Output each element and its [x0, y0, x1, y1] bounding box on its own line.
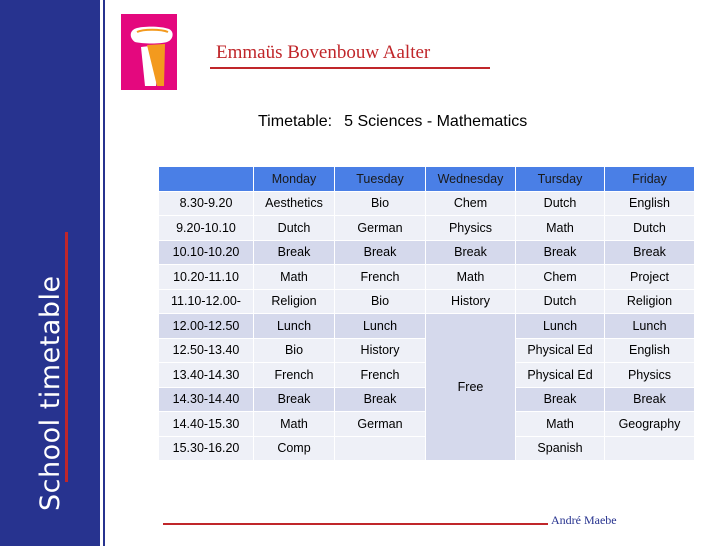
lesson-cell: [605, 436, 695, 461]
lesson-cell: Spanish: [516, 436, 605, 461]
sidebar-stripe: [103, 0, 105, 546]
time-cell: 14.40-15.30: [159, 412, 254, 437]
lesson-cell: Dutch: [254, 216, 335, 241]
lesson-cell: Bio: [335, 191, 426, 216]
lesson-cell: Break: [254, 387, 335, 412]
sidebar-divider: [100, 0, 102, 546]
class-name: 5 Sciences - Mathematics: [344, 113, 528, 130]
lesson-cell: Religion: [605, 289, 695, 314]
lesson-cell: Break: [516, 387, 605, 412]
table-header-row: [159, 167, 695, 192]
lesson-cell: English: [605, 191, 695, 216]
time-cell: 12.50-13.40: [159, 338, 254, 363]
lesson-cell: History: [426, 289, 516, 314]
lesson-cell: Religion: [254, 289, 335, 314]
header-day-thursday: Tursday: [516, 167, 605, 192]
time-cell: 10.20-11.10: [159, 265, 254, 290]
lesson-cell: French: [335, 363, 426, 388]
lesson-cell: Break: [516, 240, 605, 265]
lesson-cell: German: [335, 216, 426, 241]
lesson-cell: Geography: [605, 412, 695, 437]
lesson-cell: Math: [254, 265, 335, 290]
lesson-cell: Project: [605, 265, 695, 290]
header-day-friday: Friday: [605, 167, 695, 192]
table-row: [159, 216, 695, 241]
lesson-cell: Break: [254, 240, 335, 265]
lesson-cell: Dutch: [516, 289, 605, 314]
school-name-underline: [210, 67, 490, 69]
lesson-cell: Comp: [254, 436, 335, 461]
lesson-cell: Physical Ed: [516, 338, 605, 363]
lesson-cell: Break: [426, 240, 516, 265]
timetable-label: Timetable:: [258, 113, 333, 130]
lesson-cell: Math: [516, 216, 605, 241]
lesson-cell: Math: [254, 412, 335, 437]
author-name: André Maebe: [551, 513, 617, 527]
lesson-cell: History: [335, 338, 426, 363]
lesson-cell: Lunch: [335, 314, 426, 339]
timetable-grid: [158, 166, 695, 461]
header-day-monday: Monday: [254, 167, 335, 192]
time-cell: 14.30-14.40: [159, 387, 254, 412]
timetable-title: [258, 113, 527, 131]
lesson-cell: Chem: [426, 191, 516, 216]
table-row: [159, 240, 695, 265]
lesson-cell: Break: [605, 240, 695, 265]
time-cell: 9.20-10.10: [159, 216, 254, 241]
lesson-cell: Chem: [516, 265, 605, 290]
time-cell: 12.00-12.50: [159, 314, 254, 339]
lesson-cell: Aesthetics: [254, 191, 335, 216]
lesson-cell: Lunch: [516, 314, 605, 339]
lesson-cell: Break: [605, 387, 695, 412]
header-time-cell: [159, 167, 254, 192]
table-row: [159, 265, 695, 290]
lesson-cell: Physical Ed: [516, 363, 605, 388]
school-logo: [121, 14, 177, 90]
lesson-cell: Break: [335, 387, 426, 412]
lesson-cell: Physics: [605, 363, 695, 388]
lesson-cell: Math: [426, 265, 516, 290]
time-cell: 8.30-9.20: [159, 191, 254, 216]
header-day-tuesday: Tuesday: [335, 167, 426, 192]
lesson-cell: [335, 436, 426, 461]
lesson-cell: Math: [516, 412, 605, 437]
lesson-cell: German: [335, 412, 426, 437]
header-day-wednesday: Wednesday: [426, 167, 516, 192]
lesson-cell: French: [335, 265, 426, 290]
lesson-cell: Break: [335, 240, 426, 265]
lesson-cell: Physics: [426, 216, 516, 241]
table-row: [159, 191, 695, 216]
lesson-cell: Dutch: [516, 191, 605, 216]
table-row: [159, 289, 695, 314]
lesson-cell: French: [254, 363, 335, 388]
time-cell: 13.40-14.30: [159, 363, 254, 388]
lesson-cell: Dutch: [605, 216, 695, 241]
time-cell: 15.30-16.20: [159, 436, 254, 461]
time-cell: 10.10-10.20: [159, 240, 254, 265]
footer-rule: [163, 523, 548, 525]
lesson-cell: Bio: [335, 289, 426, 314]
lesson-cell: Lunch: [605, 314, 695, 339]
lesson-cell: English: [605, 338, 695, 363]
lesson-cell: Lunch: [254, 314, 335, 339]
time-cell: 11.10-12.00-: [159, 289, 254, 314]
lesson-cell: Bio: [254, 338, 335, 363]
free-block-cell: Free: [426, 314, 516, 461]
sidebar-title: School timetable: [35, 275, 66, 511]
table-row: [159, 314, 695, 339]
school-name: Emmaüs Bovenbouw Aalter: [216, 42, 431, 63]
